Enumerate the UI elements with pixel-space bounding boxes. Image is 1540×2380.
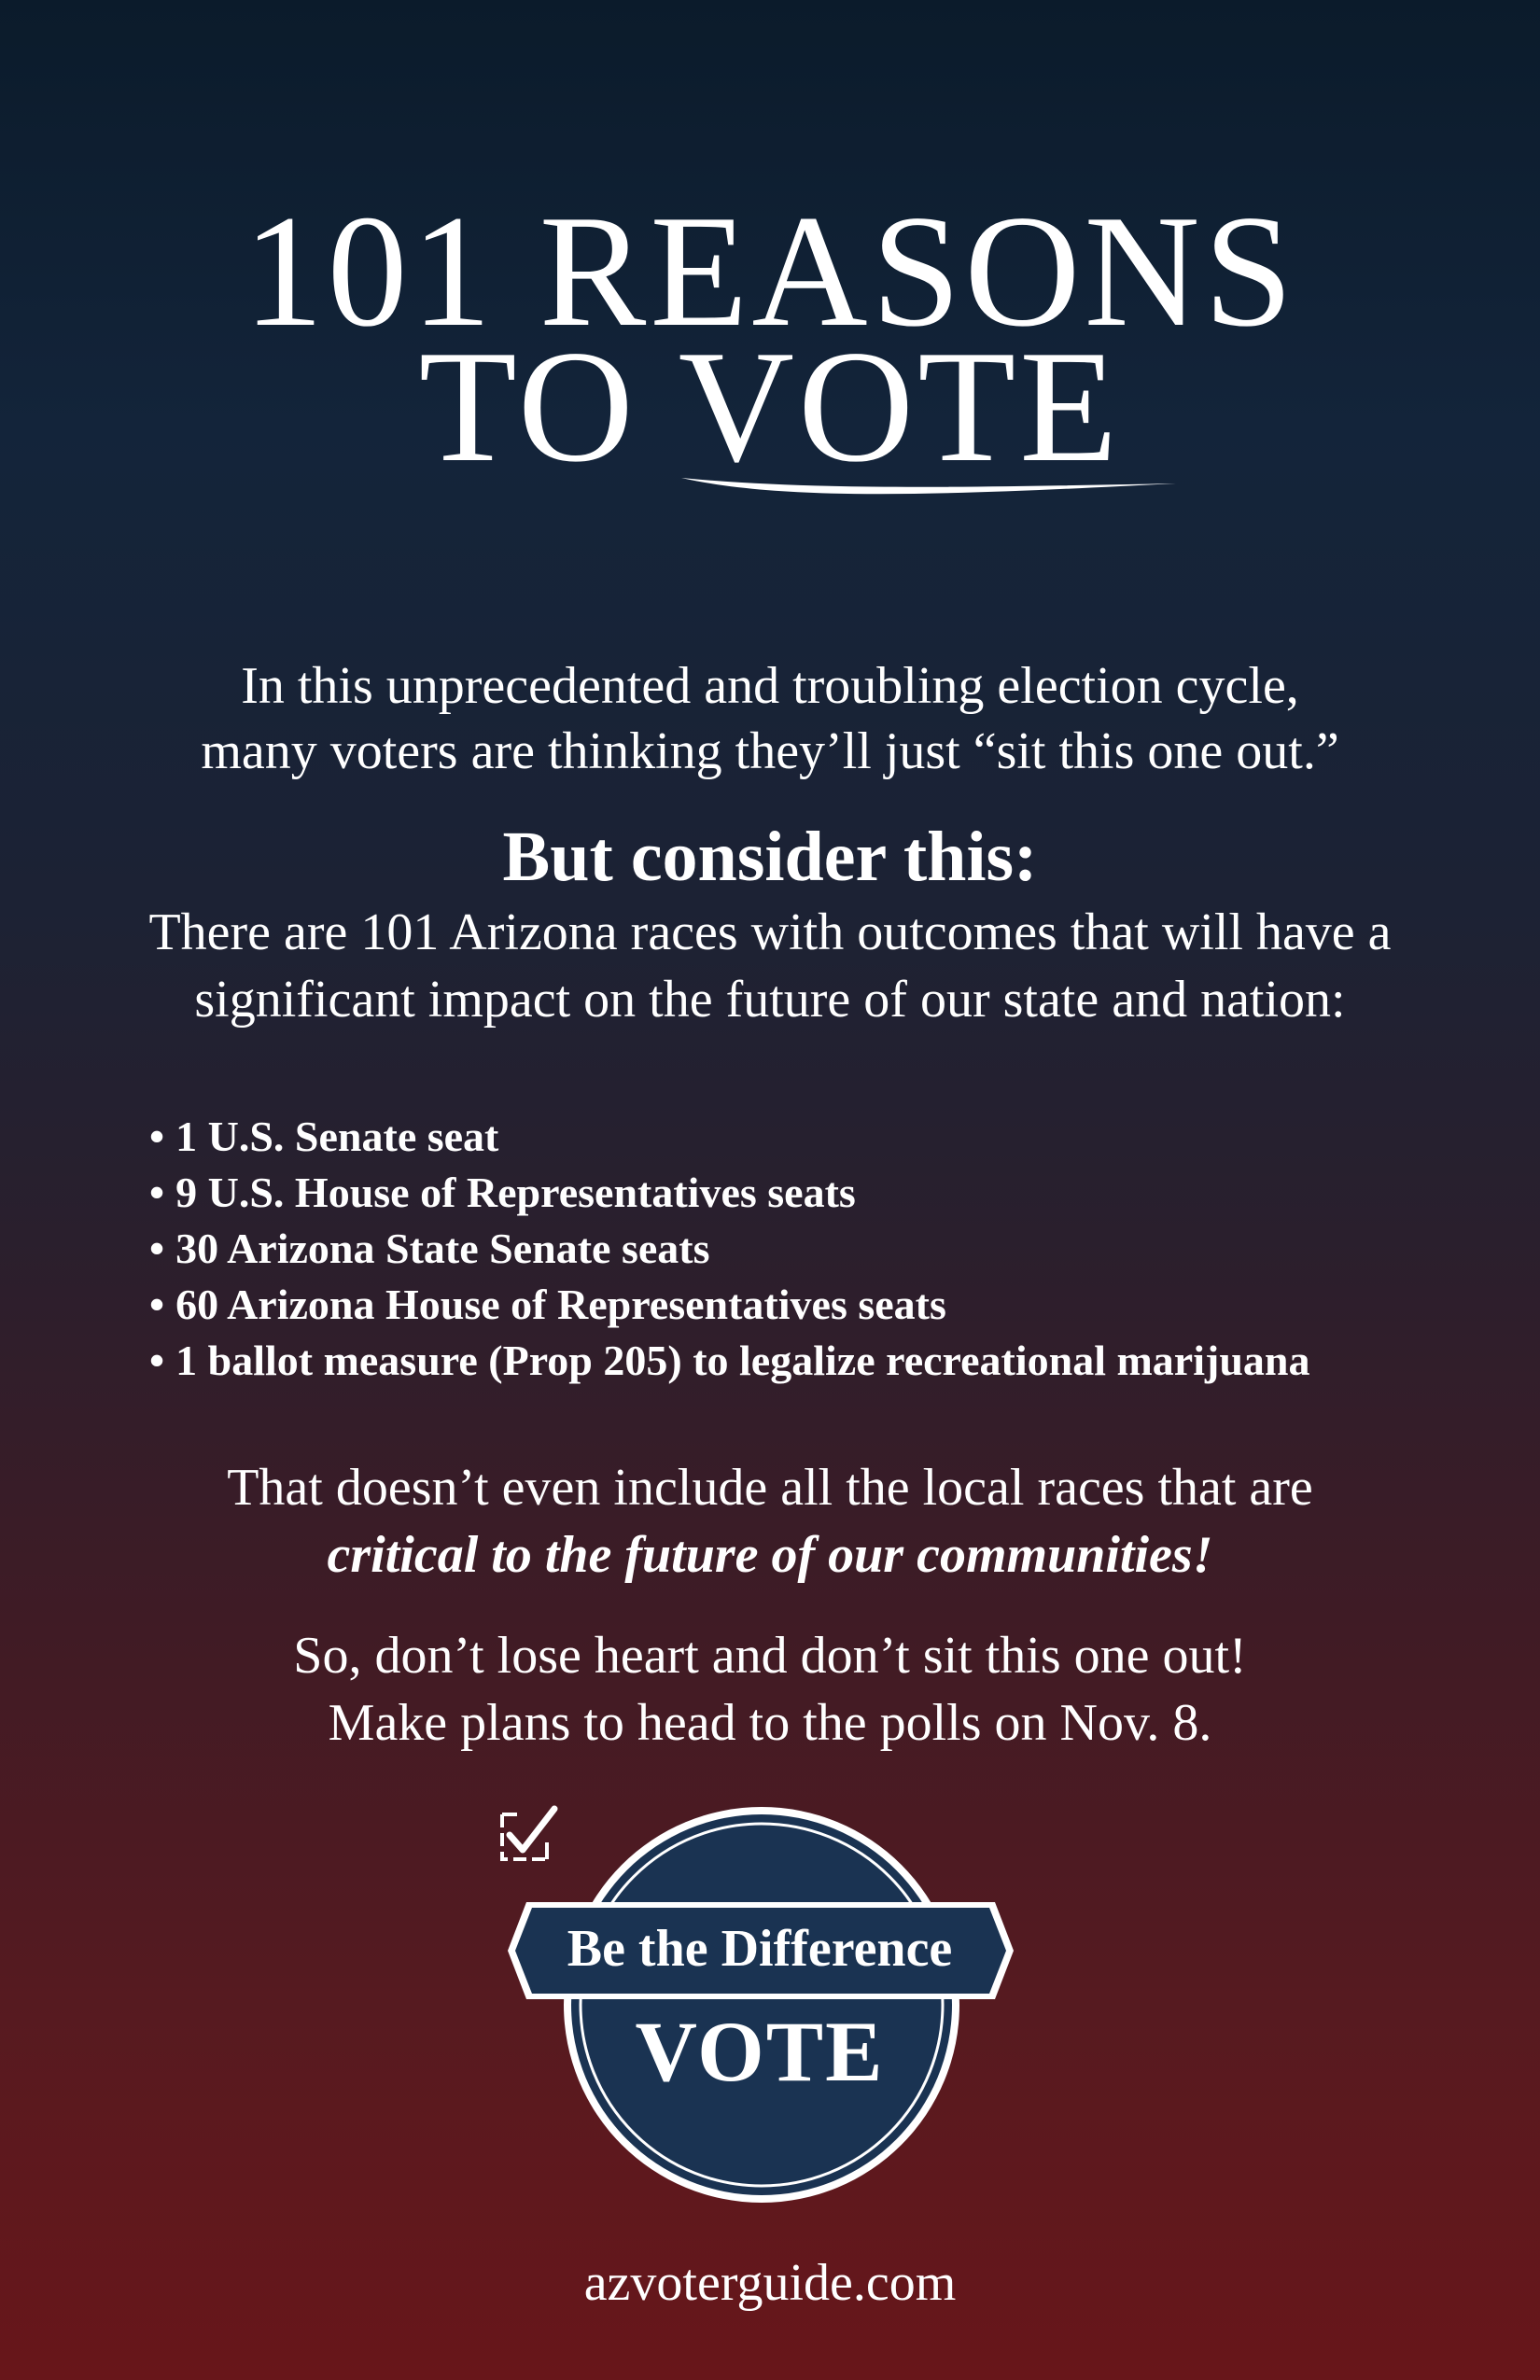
- site-url: azvoterguide.com: [583, 2254, 957, 2312]
- races-intro-text: [0, 899, 1540, 1033]
- closing-line-1: So, don’t lose heart and don’t sit this one out!: [293, 1627, 1247, 1685]
- closing-line-2: Make plans to head to the polls on Nov. 8.: [328, 1694, 1212, 1752]
- badge-banner-text: Be the Difference: [567, 1920, 953, 1978]
- local-races-text: [0, 1454, 1540, 1589]
- underline-swoosh: [677, 467, 1181, 504]
- title-line-1: 101 REASONS: [243, 183, 1297, 360]
- race-item-senate: • 1 U.S. Senate seat: [149, 1109, 1503, 1165]
- badge-vote-text: VOTE: [635, 2004, 885, 2099]
- title-line-2: TO VOTE: [418, 318, 1122, 496]
- local-line-1: That doesn’t even include all the local races that are: [227, 1459, 1313, 1517]
- race-item-state-senate: • 30 Arizona State Senate seats: [149, 1221, 1503, 1277]
- checkbox-check-icon: [498, 1801, 560, 1863]
- local-line-2-emphasis: critical to the future of our communities!: [327, 1526, 1213, 1584]
- vote-badge: [498, 1801, 1021, 2212]
- consider-heading: But consider this:: [502, 818, 1038, 896]
- race-item-state-house: • 60 Arizona House of Representatives seats: [149, 1277, 1503, 1333]
- intro-text: [0, 653, 1540, 784]
- intro-line-2: many voters are thinking they’ll just “sit this one out.”: [201, 722, 1339, 780]
- races-intro-line-2: significant impact on the future of our state and nation:: [194, 971, 1346, 1029]
- race-list: [149, 1109, 1503, 1389]
- closing-text: [0, 1622, 1540, 1757]
- intro-line-1: In this unprecedented and troubling election cycle,: [241, 657, 1299, 715]
- race-item-ballot-measure: • 1 ballot measure (Prop 205) to legalize recreational marijuana: [149, 1333, 1503, 1389]
- race-item-us-house: • 9 U.S. House of Representatives seats: [149, 1165, 1503, 1221]
- races-intro-line-1: There are 101 Arizona races with outcomes that will have a: [148, 903, 1392, 961]
